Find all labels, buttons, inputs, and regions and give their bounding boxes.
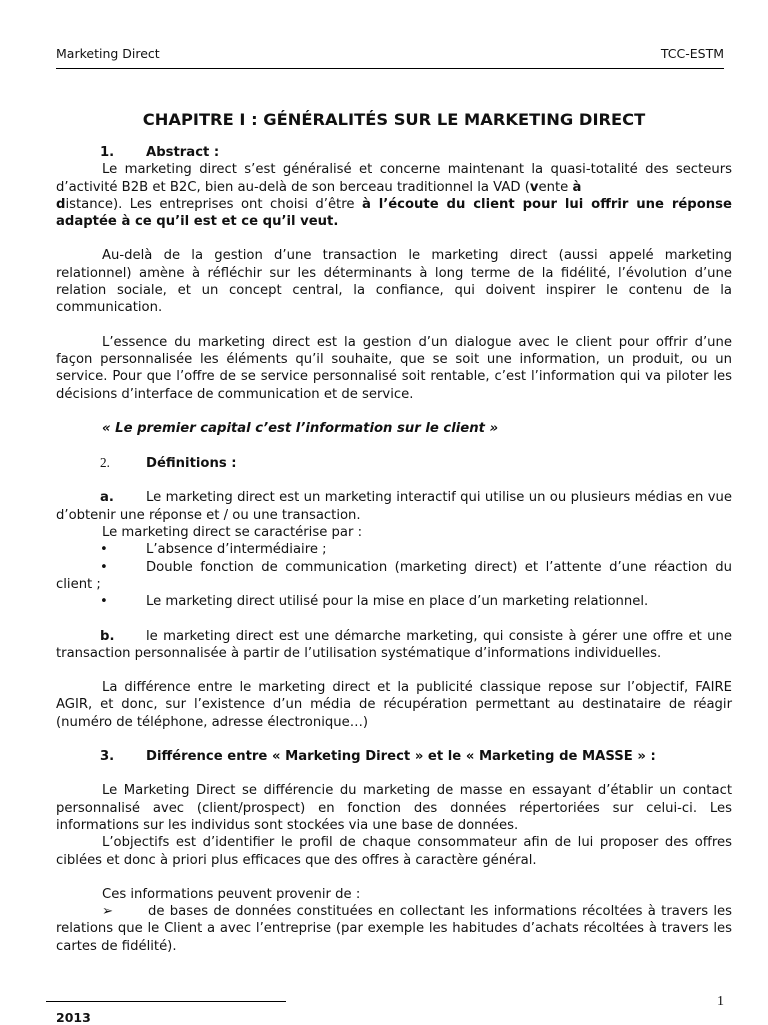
arrow-bullet-icon: ➢ [102, 904, 114, 920]
p1-text-b: ente [538, 179, 573, 195]
section-3-paragraph-1: Le Marketing Direct se différencie du marketing de masse en essayant d’établir un contact personnalisé avec (client/prospect) en fonction des données répertoriées sur celui-ci. Les informations sur les individus sont stockées via une base de données. [56, 783, 732, 833]
section-1-paragraph-3: L’essence du marketing direct est la gestion d’un dialogue avec le client pour offrir d’une façon personnalisée les éléments qu’il souhaite, que se soit une information, un produit, ou un service. Pour que l’offre de se service personnalisé soit rentable, c’est l’information qui va piloter les décisions d’interface de communication et de service. [56, 334, 732, 402]
spacer [56, 317, 732, 334]
arrow-item-text: de bases de données constituées en collectant les informations récoltées à travers les relations que le Client a avec l’entreprise (par exemple les habitudes d’achats récoltées à travers les cartes de fidélité). [56, 904, 732, 954]
difference-paragraph: La différence entre le marketing direct et la publicité classique repose sur l’objectif, FAIRE AGIR, et donc, sur l’existence d’un média de récupération permettant au destinataire de réagir (numéro de téléphone, adresse électronique…) [56, 680, 732, 730]
section-3-paragraph-2: L’objectifs est d’identifier le profil de chaque consommateur afin de lui proposer des offres ciblées et donc à priori plus efficaces que des offres à caractère général. [56, 835, 732, 868]
section-3-heading [56, 748, 732, 765]
definition-a-text: Le marketing direct est un marketing interactif qui utilise un ou plusieurs médias en vue d’obtenir une réponse et / ou une transaction. [56, 490, 732, 523]
page-number: 1 [717, 994, 724, 1009]
section-1-title: Abstract : [146, 145, 220, 160]
header-rule [56, 68, 724, 69]
bullet-icon: • [100, 559, 108, 575]
definition-a-label: a. [100, 490, 114, 506]
definition-b [56, 628, 732, 663]
spacer [56, 437, 732, 454]
bullet-icon: • [100, 594, 108, 610]
spacer [56, 230, 732, 247]
bullet-item-text: L’absence d’intermédiaire ; [146, 542, 327, 558]
section-3-title: Différence entre « Marketing Direct » et le « Marketing de MASSE » : [146, 749, 656, 765]
section-1-number: 1. [100, 145, 115, 160]
bullet-item-1 [56, 541, 732, 558]
spacer [56, 731, 732, 748]
section-2-heading [56, 454, 732, 472]
definition-b-label: b. [100, 628, 115, 644]
section-2-number: 2. [100, 455, 110, 471]
chapter-title: CHAPITRE I : GÉNÉRALITÉS SUR LE MARKETING DIRECT [142, 110, 646, 129]
section-1-paragraph-1 [56, 161, 732, 230]
p1-bold-a: à [572, 179, 582, 195]
definition-a [56, 489, 732, 524]
spacer [56, 662, 732, 679]
p1-bold-v: v [529, 179, 539, 195]
bullet-item-3 [56, 593, 732, 610]
section-3-paragraph-3: Ces informations peuvent provenir de : [102, 886, 361, 902]
p1-text-a: Le marketing direct s’est généralisé et concerne maintenant la quasi-totalité des secteurs d’activité B2B et B2C, bien au-delà de son berceau traditionnel la VAD ( [56, 162, 732, 195]
footer-year: 2013 [56, 1010, 91, 1025]
spacer [56, 611, 732, 628]
spacer [56, 472, 732, 489]
p1-text-c: istance). Les entreprises ont choisi d’être [65, 196, 362, 212]
p1-bold-conclusion: à l’écoute du client pour lui offrir une réponse adaptée à ce qu’il est et ce qu’il veut. [56, 196, 732, 230]
document-body [56, 110, 732, 955]
characteristics-intro: Le marketing direct se caractérise par : [102, 525, 363, 541]
definition-b-text: le marketing direct est une démarche marketing, qui consiste à gérer une offre et une transaction personnalisée à partir de l’utilisation systématique d’informations individuelles. [56, 628, 732, 661]
bullet-item-text: Double fonction de communication (marketing direct) et l’attente d’une réaction du client ; [56, 559, 732, 592]
p1-bold-d: d [56, 196, 66, 212]
section-1-paragraph-2: Au-delà de la gestion d’une transaction le marketing direct (aussi appelé marketing relationnel) amène à réfléchir sur les déterminants à long terme de la fidélité, l’évolution d’une relation sociale, et un concept central, la confiance, qui doivent inspirer le contenu de la communication. [56, 248, 732, 316]
running-header-school: TCC-ESTM [660, 46, 724, 61]
bullet-item-text: Le marketing direct utilisé pour la mise en place d’un marketing relationnel. [146, 594, 649, 610]
section-1-quote: « Le premier capital c’est l’information sur le client » [102, 420, 499, 436]
spacer [56, 765, 732, 782]
spacer [56, 869, 732, 886]
footer-rule [46, 1001, 286, 1002]
section-1-heading [56, 144, 732, 161]
bullet-icon: • [100, 542, 108, 558]
section-3-number: 3. [100, 749, 115, 765]
spacer [56, 403, 732, 420]
arrow-list-item [56, 903, 732, 955]
section-2-title: Définitions : [146, 456, 237, 472]
bullet-item-2 [56, 559, 732, 594]
running-header-title: Marketing Direct [56, 46, 160, 61]
